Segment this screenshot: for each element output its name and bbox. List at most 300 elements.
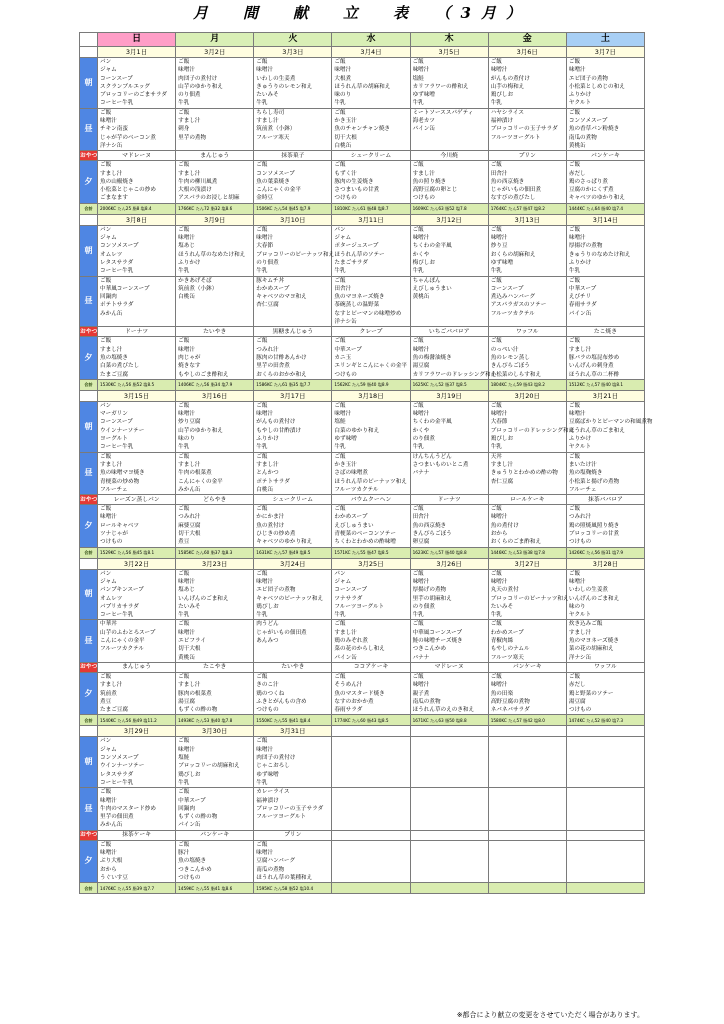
lunch-cell (488, 452, 566, 495)
menu-item: オムレツ (100, 595, 123, 602)
menu-item: つけもの (334, 195, 357, 202)
day-header: 木 (410, 33, 488, 47)
menu-item: パン (100, 59, 112, 65)
day-header: 金 (488, 33, 566, 47)
menu-item: 味噌汁 (178, 746, 195, 753)
date-cell: 3月12日 (410, 214, 488, 225)
menu-item: コーヒー牛乳 (100, 444, 134, 451)
snack-cell: 抹茶ババロア (566, 495, 644, 505)
menu-item: ご飯 (568, 570, 581, 577)
menu-item: 炊き込みご飯 (568, 621, 603, 628)
menu-item: ネバネバサラダ (490, 707, 530, 714)
menu-item: 福神漬け (490, 118, 514, 125)
day-header: 火 (254, 33, 332, 47)
date-cell: 3月31日 (254, 726, 332, 737)
breakfast-cell (98, 569, 176, 620)
snack-cell: まんじゅう (176, 151, 254, 161)
nutrition-total-cell: 1810KC たん61 脂48 塩8.7 (332, 203, 410, 214)
menu-item: カレーライス (256, 789, 290, 796)
date-row-spacer (80, 214, 98, 225)
breakfast-cell (410, 401, 488, 452)
nutrition-total-cell (566, 883, 644, 894)
snack-cell: ワッフル (566, 662, 644, 672)
snack-cell: 黒糖まんじゅう (254, 327, 332, 337)
menu-item: レタスサラダ (100, 259, 134, 266)
footnote: ※都合により献立の変更をさせていただく場合があります。 (456, 1011, 644, 1019)
dinner-cell (176, 337, 254, 380)
menu-item: パイン缶 (568, 310, 592, 317)
nutrition-total-cell: 1459KC たん55 脂41 塩8.6 (176, 883, 254, 894)
breakfast-cell (410, 737, 488, 788)
snack-cell: パンケーキ (488, 662, 566, 672)
date-row (80, 47, 645, 58)
menu-item: パイン缶 (412, 126, 435, 133)
row-label-snack: おやつ (80, 496, 98, 503)
menu-item: ゆず味噌 (256, 771, 279, 778)
menu-item: ミートソーススパゲティ (412, 109, 474, 116)
menu-item: そうめん汁 (334, 682, 363, 689)
breakfast-cell (98, 401, 176, 452)
menu-item: 牛乳 (412, 268, 424, 275)
menu-item: 牛乳 (256, 612, 268, 619)
menu-item: 味噌汁 (178, 346, 195, 353)
snack-cell: パンケーキ (176, 830, 254, 840)
menu-item: 洋ナシ缶 (334, 319, 357, 326)
menu-item: ご飯 (178, 570, 190, 577)
menu-item: ご飯 (100, 841, 112, 848)
menu-item: ほうれん草のえのき和え (412, 707, 475, 714)
menu-item: ジャム (100, 67, 117, 74)
menu-item: つきこんかめ (178, 866, 212, 873)
menu-item: コーヒー牛乳 (100, 100, 134, 107)
date-cell: 3月17日 (254, 390, 332, 401)
lunch-cell (254, 108, 332, 151)
nutrition-total-cell: 1474KC たん52 脂40 塩7.3 (566, 715, 644, 726)
nutrition-total-cell: 1540KC たん56 脂49 塩11.2 (98, 715, 176, 726)
menu-item: ごまなます (100, 195, 128, 202)
menu-item: わかめスープ (256, 285, 290, 292)
nutrition-total-cell: 1595KC たん58 脂52 塩10.4 (254, 883, 332, 894)
date-cell: 3月16日 (176, 390, 254, 401)
menu-item: 湯豆腐 (568, 698, 586, 705)
menu-item: ちらし寿司 (256, 109, 285, 116)
menu-item: コンソメスープ (568, 118, 608, 125)
menu-item: ご飯 (412, 506, 424, 513)
snack-cell: マドレーヌ (410, 662, 488, 672)
menu-item: ご飯 (334, 506, 346, 513)
snack-cell: 今川焼 (410, 151, 488, 161)
menu-item: ご飯 (256, 738, 268, 745)
menu-item: コーヒー牛乳 (100, 612, 134, 619)
row-label-lunch: 昼 (80, 452, 98, 495)
menu-item: ゆず味噌 (412, 92, 435, 99)
snack-row (80, 151, 645, 161)
menu-item: ジャム (334, 235, 352, 242)
menu-item: たまご豆腐 (100, 371, 128, 378)
menu-item: キャベツのマヨ和え (256, 294, 307, 301)
snack-cell: プリン (488, 151, 566, 161)
nutrition-total-cell: 1609KC たん63 脂52 塩7.8 (410, 203, 488, 214)
date-cell: 3月14日 (566, 214, 644, 225)
menu-item: かき玉汁 (334, 461, 357, 468)
lunch-cell (98, 788, 176, 831)
menu-item: すまし汁 (490, 461, 514, 468)
menu-item: 魚のマスタード焼き (334, 690, 385, 697)
menu-item: ご飯 (178, 789, 190, 796)
lunch-cell (332, 788, 410, 831)
dinner-cell (488, 337, 566, 380)
menu-item: 味噌汁 (568, 411, 586, 418)
dinner-cell (566, 505, 644, 548)
menu-item: 味噌汁 (100, 797, 117, 804)
menu-item: 魚の山椒焼き (100, 178, 134, 185)
menu-item: 味噌汁 (256, 235, 274, 242)
menu-item: 刺身 (178, 126, 190, 133)
total-row (80, 379, 645, 390)
menu-item: ご飯 (178, 162, 190, 169)
breakfast-cell (566, 401, 653, 452)
nutrition-total-cell: 1766KC たん72 脂32 塩8.6 (176, 203, 254, 214)
menu-item: ひじきの炒め煮 (256, 531, 296, 538)
menu-item: ご飯 (100, 162, 112, 169)
nutrition-total-cell: 1625KC たん52 脂37 塩8.5 (410, 379, 488, 390)
snack-cell: たいやき (254, 662, 332, 672)
lunch-cell (410, 108, 488, 151)
menu-item: チキン南蛮 (100, 126, 128, 133)
breakfast-row (80, 401, 645, 452)
menu-item: フルーチェ (100, 486, 128, 493)
menu-item: ブロッコリーのごまサラダ (100, 92, 167, 99)
menu-item: ぶり大根 (100, 858, 123, 865)
menu-item: 鶏と野菜のソテー (568, 690, 614, 697)
nutrition-total-cell: 1571KC たん55 脂47 塩8.5 (332, 547, 410, 558)
snack-cell: ココアケーキ (332, 662, 410, 672)
dinner-cell (254, 337, 332, 380)
menu-item: いんげんのごま和え (178, 595, 229, 602)
breakfast-cell (488, 58, 566, 109)
breakfast-cell (98, 58, 176, 109)
menu-item: 魚のマヨネーズ焼き (568, 638, 619, 645)
menu-item: 切干大根 (334, 134, 357, 141)
menu-item: ご飯 (412, 59, 424, 65)
lunch-cell (254, 620, 332, 663)
menu-item: ブロッコリーの玉子サラダ (256, 805, 324, 812)
menu-item: パプリカサラダ (100, 603, 139, 610)
date-cell: 3月24日 (254, 558, 332, 569)
menu-item: カニ玉 (334, 354, 352, 361)
nutrition-total-cell: 2006KC たん25 脂8 塩8.4 (98, 203, 176, 214)
menu-item: 魚の葉菜焼き (256, 178, 290, 185)
menu-item: カリフラワーの酢和え (412, 83, 469, 90)
menu-item: えびしゅうまい (334, 522, 374, 529)
menu-item: えびチリ (568, 294, 592, 301)
menu-item: 味のり (334, 92, 352, 99)
menu-item: ご飯 (490, 673, 502, 680)
menu-item: 味噌汁 (412, 67, 430, 74)
menu-item: 牛乳 (568, 268, 581, 275)
menu-item: 丸天の煮付 (490, 587, 519, 594)
menu-item: ご飯 (256, 506, 268, 513)
menu-item: 牛乳 (178, 779, 190, 786)
dinner-cell (566, 840, 644, 883)
menu-item: スクランブルエッグ (100, 83, 151, 90)
menu-item: パン (334, 226, 346, 233)
lunch-row (80, 452, 645, 495)
menu-item: いわしの生姜煮 (256, 75, 296, 82)
menu-item: ご飯 (100, 277, 112, 284)
menu-item: 湯豆腐 (178, 698, 195, 705)
breakfast-cell (410, 569, 488, 620)
date-cell: 3月8日 (98, 214, 176, 225)
menu-item: ご飯 (412, 621, 424, 628)
menu-item: おくらのごま酢和え (490, 539, 542, 546)
date-cell (488, 726, 566, 737)
menu-item: 筑前煮（小鉢） (256, 126, 296, 133)
row-label-breakfast: 朝 (80, 225, 98, 276)
menu-item: かき玉汁 (334, 118, 357, 125)
menu-item: ご飯 (334, 162, 346, 169)
dinner-cell (566, 337, 644, 380)
menu-item: 牛乳 (178, 612, 190, 619)
total-row (80, 547, 645, 558)
menu-item: もやしのごま酢和え (178, 371, 229, 378)
menu-item: ご飯 (100, 789, 112, 796)
menu-item: 牛肉のマスタード炒め (100, 805, 156, 812)
menu-item: コーヒー牛乳 (100, 779, 134, 786)
menu-item: ご飯 (412, 162, 424, 169)
menu-item: 味噌汁 (100, 514, 117, 521)
menu-item: 中華丼 (100, 621, 117, 628)
menu-item: 牛乳 (334, 268, 346, 275)
menu-item: ご飯 (334, 453, 346, 460)
menu-item: ヤクルト (568, 444, 592, 451)
menu-item: 鶏の照焼風照り焼き (568, 522, 620, 529)
date-cell: 3月6日 (488, 47, 566, 58)
menu-item: 鶏のつくね (256, 690, 285, 697)
menu-item: フルーツ寒天 (490, 654, 524, 661)
menu-item: ご飯 (100, 506, 112, 513)
breakfast-cell (566, 58, 644, 109)
menu-item: 魚の煮付け (490, 522, 519, 529)
menu-item: 味噌汁 (412, 235, 430, 242)
lunch-cell (332, 620, 410, 663)
menu-item: 鶏ぴしお (490, 92, 514, 99)
menu-item: みかん缶 (100, 822, 123, 829)
lunch-cell (566, 276, 644, 327)
date-row-spacer (80, 47, 98, 58)
row-label-dinner: 夕 (80, 505, 98, 548)
page-title: 月 間 献 立 表 （3月） (193, 4, 531, 22)
nutrition-total-cell: 1586KC たん61 脂35 塩7.7 (254, 379, 332, 390)
menu-item: 牛乳 (178, 100, 190, 107)
date-cell: 3月13日 (488, 214, 566, 225)
menu-item: 味のり (568, 603, 586, 610)
menu-item: 塩あじ (178, 243, 195, 250)
snack-row (80, 327, 645, 337)
menu-item: 中華風コーンスープ (412, 629, 463, 636)
menu-item: ジャム (100, 578, 117, 585)
menu-item: ふりかけ (178, 259, 201, 266)
menu-item: 味噌汁 (490, 682, 508, 689)
lunch-cell (566, 452, 644, 495)
menu-item: ご飯 (490, 277, 502, 284)
menu-item: 豚肉の根菜煮 (178, 690, 212, 697)
menu-item: コーンスープ (490, 285, 524, 292)
date-row (80, 726, 645, 737)
dinner-cell (410, 672, 488, 715)
menu-item: 大春節 (490, 419, 508, 426)
menu-item: つけもの (334, 371, 357, 378)
menu-item: 回鍋肉 (178, 805, 195, 812)
menu-item: おくらのおかか和え (256, 371, 307, 378)
menu-item: あんみつ (256, 638, 279, 645)
nutrition-total-cell: 1764KC たん57 脂47 塩8.2 (488, 203, 566, 214)
menu-item: 味噌汁 (256, 67, 274, 74)
lunch-cell (566, 108, 644, 151)
menu-item: 山芋のゆかり和え (178, 83, 223, 90)
menu-item: アスパラガスのソテー (490, 302, 547, 309)
dinner-cell (410, 337, 497, 380)
menu-item: ほうれん草のソテー (334, 251, 385, 258)
nutrition-total-cell: 1562KC たん59 脂40 塩8.9 (332, 379, 410, 390)
menu-item: 牛乳 (256, 779, 268, 786)
dinner-row (80, 505, 645, 548)
menu-item: 田舎汁 (412, 514, 430, 521)
menu-item: ご飯 (568, 226, 581, 233)
menu-item: フルーツカクテル (100, 646, 145, 653)
menu-item: けんちんうどん (412, 453, 452, 460)
lunch-cell (410, 788, 488, 831)
menu-item: 鶏のさっぱり煮 (568, 178, 609, 185)
snack-cell: ワッフル (488, 327, 566, 337)
menu-item: 白桃缶 (334, 142, 352, 149)
menu-item: 大根煮 (334, 75, 352, 82)
nutrition-total-cell: 1550KC たん55 脂41 塩8.4 (254, 715, 332, 726)
menu-item: カリフラワーのドレッシング和え (412, 371, 497, 378)
menu-item: ご飯 (490, 162, 502, 169)
date-cell (332, 726, 410, 737)
snack-row (80, 662, 645, 672)
menu-item: 麻婆豆腐 (178, 522, 201, 529)
menu-item: 南瓜の煮物 (256, 866, 285, 873)
menu-item: 豚汁 (178, 850, 190, 857)
snack-cell: 抹茶菓子 (254, 151, 332, 161)
menu-item: ヨーグルト (100, 436, 128, 443)
menu-item: 小松菜のしらす和え (490, 371, 542, 378)
menu-item: コンソメスープ (256, 170, 295, 177)
nutrition-total-cell: 1671KC たん63 脂50 塩8.8 (410, 715, 488, 726)
menu-item: 魚の塩焼き (100, 354, 128, 361)
dinner-cell (98, 337, 176, 380)
menu-item: すまし汁 (568, 346, 592, 353)
breakfast-cell (332, 58, 410, 109)
date-cell: 3月1日 (98, 47, 176, 58)
menu-item: もずくの酢の物 (178, 707, 218, 714)
menu-item: フルーツヨーグルト (256, 814, 307, 821)
menu-item: 豆腐ばかりとピーマンの和風煮物 (568, 419, 653, 426)
menu-item: こんにゃくの金平 (178, 478, 223, 485)
menu-item: 牛乳 (412, 612, 424, 619)
menu-item: かきあげそば (178, 277, 212, 284)
menu-item: 味のり (178, 436, 195, 443)
lunch-cell (176, 452, 254, 495)
menu-item: ご飯 (490, 621, 502, 628)
menu-item: ゆず味噌 (334, 436, 357, 443)
menu-item: 杏仁豆腐 (256, 302, 279, 309)
menu-item: のり佃煮 (178, 92, 201, 99)
menu-item: 白菜のゆかり和え (334, 427, 380, 434)
lunch-cell (98, 108, 176, 151)
lunch-cell (566, 620, 644, 663)
dinner-cell (254, 672, 332, 715)
nutrition-total-cell: 1804KC たん59 脂43 塩8.2 (488, 379, 566, 390)
date-cell (410, 726, 488, 737)
menu-item: 魚の田楽 (490, 690, 514, 697)
menu-item: 味噌汁 (412, 411, 430, 418)
menu-item: コーンスープ (334, 587, 368, 594)
dinner-cell (254, 505, 332, 548)
row-label-dinner: 夕 (80, 672, 98, 715)
lunch-cell (254, 452, 332, 495)
breakfast-row (80, 58, 645, 109)
menu-item: ご飯 (490, 59, 502, 65)
menu-item: フルーツ寒天 (256, 134, 290, 141)
dinner-cell (410, 505, 488, 548)
date-cell: 3月20日 (488, 390, 566, 401)
date-cell: 3月4日 (332, 47, 410, 58)
menu-item: 魚の照り焼き (412, 178, 447, 185)
menu-item: すまし汁 (100, 346, 123, 353)
menu-item: のっぺい汁 (490, 346, 519, 353)
nutrition-total-cell (332, 883, 410, 894)
menu-item: ご飯 (412, 226, 424, 233)
menu-item: 白菜の煮びたし (100, 363, 140, 370)
date-cell: 3月28日 (566, 558, 644, 569)
menu-item: 山芋のゆかり和え (178, 427, 223, 434)
menu-item: 肉団子の煮付け (256, 755, 296, 762)
nutrition-total-cell: 1426KC たん56 脂31 塩7.9 (566, 547, 644, 558)
menu-item: 肉団子の煮付け (178, 75, 218, 82)
snack-cell (566, 830, 644, 840)
menu-item: つけもの (412, 195, 435, 202)
snack-cell (410, 830, 488, 840)
row-label-lunch: 昼 (80, 276, 98, 327)
menu-item: 味噌汁 (490, 235, 508, 242)
date-cell: 3月23日 (176, 558, 254, 569)
menu-item: たいみそ (490, 603, 514, 610)
menu-item: ウインナーソテー (100, 427, 145, 434)
menu-item: ご飯 (100, 109, 112, 116)
breakfast-cell (566, 737, 644, 788)
menu-item: 魚の煮付け (256, 522, 285, 529)
date-cell: 3月30日 (176, 726, 254, 737)
date-cell: 3月21日 (566, 390, 644, 401)
date-row-spacer (80, 390, 98, 401)
date-cell: 3月15日 (98, 390, 176, 401)
menu-item: すまし汁 (256, 461, 279, 468)
menu-item: ほうれん草のピーナッツ和え (334, 478, 407, 485)
menu-item: 味噌汁 (568, 235, 586, 242)
menu-item: バナナ (412, 654, 430, 661)
menu-item: わかめスープ (490, 629, 524, 636)
date-cell: 3月29日 (98, 726, 176, 737)
dinner-cell (332, 337, 410, 380)
menu-item: 山芋のふわとろスープ (100, 629, 156, 636)
lunch-cell (98, 452, 176, 495)
menu-item: フルーツヨーグルト (490, 134, 541, 141)
nutrition-total-cell: 1585KC たん60 脂37 塩8.3 (176, 547, 254, 558)
menu-item: 福神漬け (256, 797, 279, 804)
